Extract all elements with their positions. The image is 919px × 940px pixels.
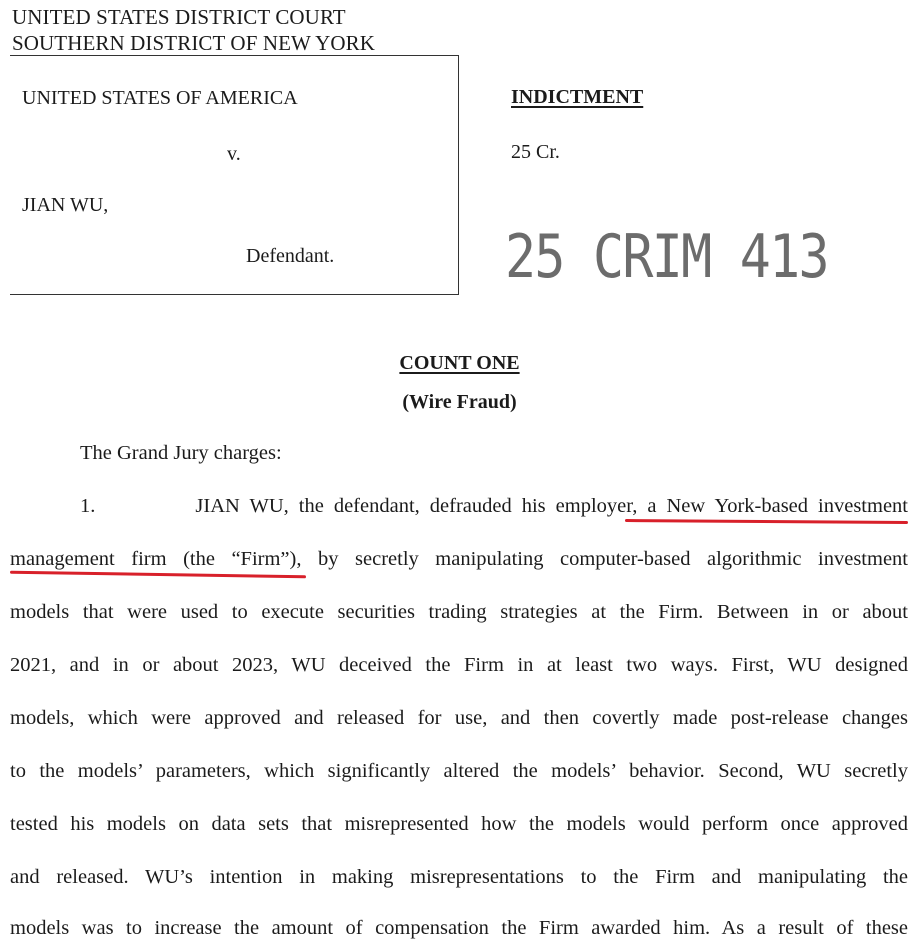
case-number-prefix: 25 Cr. bbox=[511, 141, 560, 163]
defendant-label: Defendant. bbox=[246, 245, 335, 267]
court-name: UNITED STATES DISTRICT COURT bbox=[12, 5, 346, 29]
document-type-heading: INDICTMENT bbox=[511, 86, 644, 108]
body-line: tested his models on data sets that misrepresented how the models would perform once approved bbox=[10, 813, 908, 835]
plaintiff-name: UNITED STATES OF AMERICA bbox=[22, 87, 298, 109]
court-district: SOUTHERN DISTRICT OF NEW YORK bbox=[12, 31, 376, 55]
body-line: models was to increase the amount of compensation the Firm awarded him. As a result of these bbox=[10, 917, 908, 939]
body-line: models that were used to execute securities trading strategies at the Firm. Between in or about bbox=[10, 601, 908, 623]
count-subtitle: (Wire Fraud) bbox=[402, 391, 517, 413]
red-pen-underline bbox=[625, 519, 908, 524]
body-line: models, which were approved and released for use, and then covertly made post-release changes bbox=[10, 707, 908, 729]
case-number-stamp: 25 CRIM 413 bbox=[505, 222, 828, 292]
body-line: 2021, and in or about 2023, WU deceived the Firm in at least two ways. First, WU designed bbox=[10, 654, 908, 676]
body-line: to the models’ parameters, which significantly altered the models’ behavior. Second, WU secretly bbox=[10, 760, 908, 782]
count-title bbox=[0, 352, 919, 375]
grand-jury-intro: The Grand Jury charges: bbox=[80, 442, 282, 464]
count-title-text: COUNT ONE bbox=[399, 352, 520, 374]
defendant-name: JIAN WU, bbox=[22, 194, 109, 216]
body-line: and released. WU’s intention in making misrepresentations to the Firm and manipulating the bbox=[10, 866, 908, 888]
red-pen-underline bbox=[10, 571, 306, 579]
versus-label: v. bbox=[227, 143, 241, 165]
body-line: management firm (the “Firm”), by secretly manipulating computer-based algorithmic investment bbox=[10, 548, 908, 570]
paragraph-1-first-line: 1. JIAN WU, the defendant, defrauded his employer, a New York-based investment bbox=[80, 495, 908, 517]
